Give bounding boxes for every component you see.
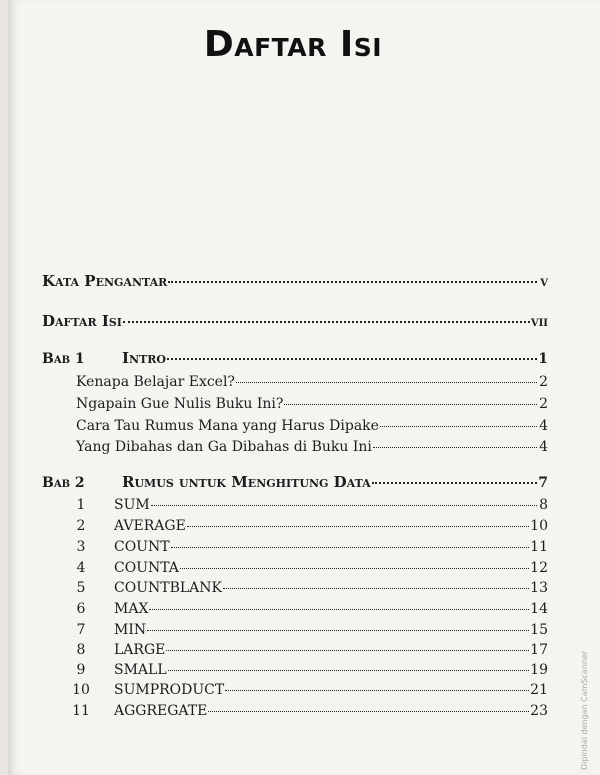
chapter-page: 1: [538, 351, 548, 367]
toc-item-label: AGGREGATE: [114, 703, 208, 719]
item-number: 11: [72, 703, 90, 719]
toc-item-label: Cara Tau Rumus Mana yang Harus Dipake: [76, 418, 379, 434]
dot-leader: [223, 588, 529, 589]
toc-item-function: [64, 560, 548, 576]
dot-leader: [167, 358, 537, 360]
item-number: 10: [72, 682, 90, 698]
toc-item-page: 13: [530, 580, 548, 596]
toc-item-label: SUMPRODUCT: [114, 682, 225, 698]
toc-item-page: 15: [530, 622, 548, 638]
dot-leader: [284, 404, 537, 405]
toc-item-page: 11: [530, 539, 548, 555]
toc-item-label: Ngapain Gue Nulis Buku Ini?: [76, 396, 284, 412]
item-number: 9: [76, 662, 86, 678]
dot-leader: [151, 505, 537, 506]
toc-item-function: [64, 682, 548, 698]
chapter-number: Bab 1: [42, 351, 85, 367]
toc-item-label: MAX: [114, 601, 149, 617]
toc-item-label: Yang Dibahas dan Ga Dibahas di Buku Ini: [76, 439, 372, 455]
toc-item-page: 21: [530, 682, 548, 698]
dot-leader: [166, 650, 529, 651]
toc-entry-daftar-isi: [42, 312, 548, 330]
toc-item-function: [64, 518, 548, 534]
toc-item-page: 4: [539, 418, 548, 434]
toc-item: [76, 374, 548, 390]
item-number: 7: [76, 622, 86, 638]
toc-item-label: COUNTBLANK: [114, 580, 222, 596]
toc-item-page: 4: [539, 439, 548, 455]
toc-item-label: COUNTA: [114, 560, 179, 576]
dot-leader: [187, 526, 529, 527]
item-number: 5: [76, 580, 86, 596]
dot-leader: [373, 447, 537, 448]
chapter-number: Bab 2: [42, 475, 85, 491]
toc-item-page: 23: [530, 703, 548, 719]
item-number: 1: [76, 497, 86, 513]
toc-chapter-bab-1: [42, 349, 548, 367]
toc-item-label: MIN: [114, 622, 147, 638]
toc-item-function: [64, 642, 548, 658]
toc-item-function: [64, 539, 548, 555]
toc-item-page: 17: [530, 642, 548, 658]
toc-item-function: [64, 703, 548, 719]
toc-item-page: 2: [539, 396, 548, 412]
toc-item-page: 12: [530, 560, 548, 576]
toc-item-label: SUM: [114, 497, 150, 513]
toc-entry-label: Kata Pengantar: [42, 272, 168, 290]
toc-entry-page: v: [540, 274, 548, 290]
dot-leader: [372, 482, 537, 484]
dot-leader: [123, 321, 530, 323]
item-number: 3: [76, 539, 86, 555]
toc-item-page: 14: [530, 601, 548, 617]
toc-item-label: SMALL: [114, 662, 167, 678]
dot-leader: [208, 711, 529, 712]
toc-item-function: [64, 497, 548, 513]
dot-leader: [168, 281, 537, 283]
toc-item-function: [64, 622, 548, 638]
toc-item: [76, 418, 548, 434]
dot-leader: [168, 670, 530, 671]
toc-chapter-bab-2: [42, 473, 548, 491]
toc-item-function: [64, 601, 548, 617]
dot-leader: [236, 382, 537, 383]
item-number: 6: [76, 601, 86, 617]
toc-item-label: AVERAGE: [114, 518, 186, 534]
chapter-title: Intro: [122, 349, 166, 367]
dot-leader: [171, 547, 530, 548]
toc-item-label: COUNT: [114, 539, 170, 555]
scanner-watermark: Dipindai dengan CamScanner: [580, 650, 589, 770]
toc-entry-kata-pengantar: [42, 272, 548, 290]
item-number: 2: [76, 518, 86, 534]
toc-item: [76, 396, 548, 412]
toc-item-label: LARGE: [114, 642, 166, 658]
toc-item-page: 19: [530, 662, 548, 678]
chapter-title: Rumus untuk Menghitung Data: [122, 473, 371, 491]
dot-leader: [147, 630, 529, 631]
toc-item: [76, 439, 548, 455]
toc-item-page: 2: [539, 374, 548, 390]
toc-entry-label: Daftar Isi: [42, 312, 122, 330]
toc-item-label: Kenapa Belajar Excel?: [76, 374, 235, 390]
chapter-page: 7: [538, 475, 548, 491]
item-number: 4: [76, 560, 86, 576]
toc-item-page: 10: [530, 518, 548, 534]
dot-leader: [180, 568, 529, 569]
toc-item-function: [64, 580, 548, 596]
page-title: Daftar Isi: [203, 24, 383, 65]
toc-item-page: 8: [539, 497, 548, 513]
item-number: 8: [76, 642, 86, 658]
dot-leader: [149, 609, 529, 610]
toc-entry-page: vii: [530, 314, 548, 330]
dot-leader: [225, 690, 529, 691]
book-page: [8, 0, 600, 775]
dot-leader: [380, 426, 537, 427]
toc-item-function: [64, 662, 548, 678]
